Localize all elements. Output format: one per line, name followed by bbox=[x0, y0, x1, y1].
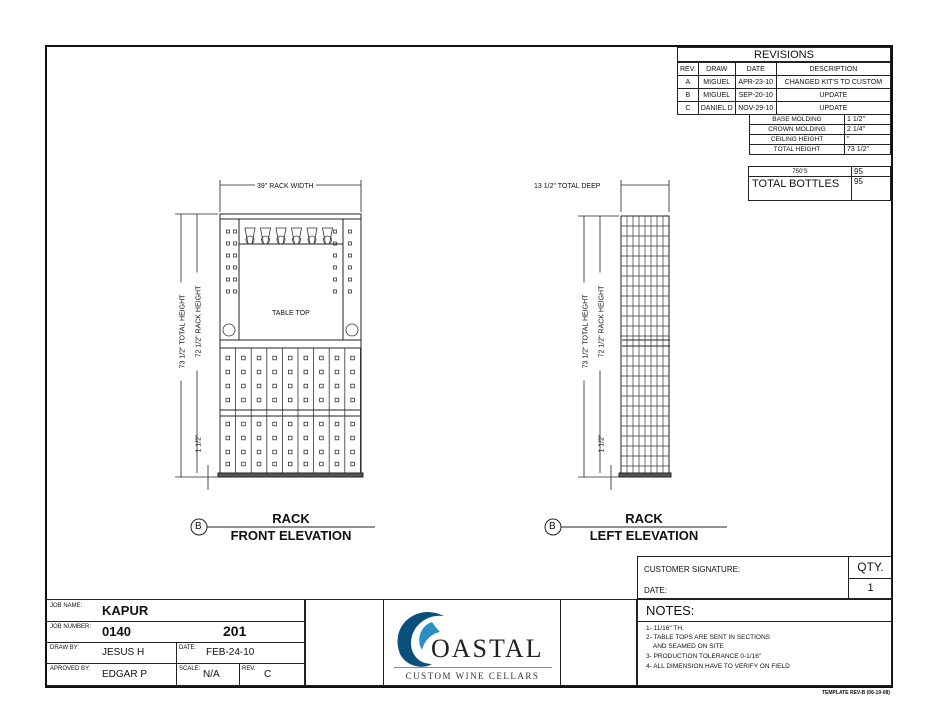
front-title-line2: FRONT ELEVATION bbox=[230, 528, 352, 543]
total-bottles-value: 95 bbox=[854, 177, 863, 186]
bottle-slot bbox=[351, 370, 355, 374]
bottle-slot bbox=[273, 370, 277, 374]
bottle-slot bbox=[335, 398, 339, 402]
bottle-slot bbox=[335, 384, 339, 388]
bottle-slot bbox=[273, 436, 277, 440]
bottle-slot bbox=[304, 436, 308, 440]
revisions-header: REV. bbox=[678, 63, 699, 76]
bottle-slot bbox=[288, 370, 292, 374]
side-slot bbox=[349, 278, 352, 281]
bottle-slot bbox=[226, 422, 230, 426]
side-slot bbox=[227, 266, 230, 269]
bottle-slot bbox=[242, 436, 246, 440]
side-slot bbox=[234, 290, 237, 293]
scale-label: SCALE: bbox=[179, 666, 201, 672]
front-base-molding bbox=[218, 473, 363, 477]
bottle-slot bbox=[288, 450, 292, 454]
bottle-slot bbox=[257, 384, 261, 388]
side-slot bbox=[227, 242, 230, 245]
bottle-slot bbox=[351, 462, 355, 466]
template-footer: TEMPLATE REV-B (06-19-08) bbox=[822, 690, 890, 696]
bottle-slot bbox=[320, 462, 324, 466]
bottle-slot bbox=[257, 370, 261, 374]
qty-divider bbox=[848, 578, 893, 579]
note-line: 3- PRODUCTION TOLERANCE 0-1/16" bbox=[646, 653, 762, 660]
bottle-slot bbox=[273, 462, 277, 466]
bottle-slot bbox=[257, 450, 261, 454]
bottle-slot bbox=[273, 422, 277, 426]
bottle-slot bbox=[242, 384, 246, 388]
job-divider bbox=[46, 621, 304, 622]
table-top-label: TABLE TOP bbox=[272, 310, 310, 317]
bottle-slot bbox=[257, 436, 261, 440]
side-slot bbox=[349, 254, 352, 257]
bottle-slot bbox=[226, 436, 230, 440]
bottle-slot bbox=[226, 450, 230, 454]
side-slot bbox=[334, 254, 337, 257]
bottle-slot bbox=[351, 398, 355, 402]
side-title-line1: RACK bbox=[625, 511, 663, 526]
revisions-header: DESCRIPTION bbox=[776, 63, 890, 76]
job-number-label: JOB NUMBER: bbox=[50, 624, 92, 630]
bottle-slot bbox=[257, 422, 261, 426]
bottle-slot bbox=[273, 450, 277, 454]
revision-cell: CHANGED KIT'S TO CUSTOM bbox=[776, 76, 890, 89]
total-bottles-label: TOTAL BOTTLES bbox=[752, 178, 840, 190]
revision-cell: APR-23-10 bbox=[735, 76, 776, 89]
spec-value: 2 1/4" bbox=[845, 125, 891, 135]
side-slot bbox=[227, 278, 230, 281]
spec-value: " bbox=[845, 135, 891, 145]
side-slot bbox=[334, 278, 337, 281]
job-name: KAPUR bbox=[102, 603, 149, 618]
revisions-title: REVISIONS bbox=[754, 49, 814, 61]
bottle-slot bbox=[304, 370, 308, 374]
bottle-slot bbox=[242, 450, 246, 454]
spec-value: 1 1/2" bbox=[845, 115, 891, 125]
bottle-slot bbox=[257, 462, 261, 466]
side-depth-dim: 13 1/2" TOTAL DEEP bbox=[534, 183, 601, 190]
bottles-750-value: 95 bbox=[854, 167, 863, 176]
logo-tagline: CUSTOM WINE CELLARS bbox=[405, 671, 540, 681]
revision-cell: SEP-20-10 bbox=[735, 89, 776, 102]
side-slot bbox=[349, 290, 352, 293]
bottle-slot bbox=[351, 384, 355, 388]
bottle-slot bbox=[226, 356, 230, 360]
front-bottle-cells bbox=[220, 228, 360, 473]
bottle-slot bbox=[320, 422, 324, 426]
bottle-slot bbox=[288, 356, 292, 360]
drawing-date: FEB-24-10 bbox=[206, 647, 255, 658]
side-slot bbox=[349, 242, 352, 245]
side-slot bbox=[234, 254, 237, 257]
bottle-slot bbox=[351, 356, 355, 360]
side-base-dim: 1 1/2" bbox=[598, 434, 606, 453]
bottle-slot bbox=[288, 384, 292, 388]
job-divider bbox=[46, 663, 304, 664]
revision-cell: B bbox=[678, 89, 699, 102]
job-divider bbox=[46, 642, 304, 643]
bottle-slot bbox=[288, 398, 292, 402]
front-rack-outline bbox=[220, 214, 361, 473]
drawn-by: JESUS H bbox=[102, 647, 145, 658]
logo-block bbox=[305, 599, 637, 686]
side-slot bbox=[227, 290, 230, 293]
spec-label: BASE MOLDING bbox=[750, 115, 845, 125]
bottle-slot bbox=[320, 356, 324, 360]
note-line: 4- ALL DIMENSION HAVE TO VERIFY ON FIELD bbox=[646, 663, 790, 670]
bottle-slot bbox=[242, 462, 246, 466]
bottle-slot bbox=[335, 370, 339, 374]
bottle-slot bbox=[320, 370, 324, 374]
revisions-header: DATE bbox=[735, 63, 776, 76]
bottle-slot bbox=[304, 422, 308, 426]
bottle-slot bbox=[304, 398, 308, 402]
job-number: 0140 bbox=[102, 624, 131, 639]
side-slot bbox=[234, 230, 237, 233]
revisions-header: DRAW bbox=[698, 63, 735, 76]
revision-cell: A bbox=[678, 76, 699, 89]
spec-label: CEILING HEIGHT bbox=[750, 135, 845, 145]
bottle-slot bbox=[273, 356, 277, 360]
front-dimensions bbox=[175, 180, 361, 490]
spec-label: TOTAL HEIGHT bbox=[750, 145, 845, 155]
bottle-slot bbox=[242, 356, 246, 360]
drawn-by-label: DRAW BY: bbox=[50, 645, 80, 651]
revision-cell: UPDATE bbox=[776, 89, 890, 102]
side-slot bbox=[227, 254, 230, 257]
job-divider bbox=[239, 663, 240, 687]
side-slot bbox=[334, 290, 337, 293]
bottle-slot bbox=[288, 436, 292, 440]
bottle-slot bbox=[320, 398, 324, 402]
bottle-slot bbox=[242, 370, 246, 374]
bottle-slot bbox=[304, 384, 308, 388]
bottle-slot bbox=[288, 462, 292, 466]
side-slot bbox=[234, 242, 237, 245]
job-code: 201 bbox=[223, 623, 247, 639]
revision-cell: DANIEL D bbox=[698, 102, 735, 115]
rev-label: REV. bbox=[242, 666, 256, 672]
side-slot bbox=[334, 230, 337, 233]
signature-date-label: DATE: bbox=[644, 586, 667, 595]
bottle-slot bbox=[335, 422, 339, 426]
bottle-slot bbox=[273, 384, 277, 388]
job-info-block bbox=[46, 599, 305, 686]
qty-label: QTY. bbox=[857, 560, 884, 574]
bottle-slot bbox=[335, 462, 339, 466]
display-bottle bbox=[223, 324, 235, 336]
bottle-slot bbox=[320, 384, 324, 388]
bottle-slot bbox=[288, 422, 292, 426]
side-total-height-dim: 73 1/2" TOTAL HEIGHT bbox=[583, 283, 590, 381]
note-line: 1- 11/16" TH. bbox=[646, 625, 684, 632]
side-slot bbox=[227, 230, 230, 233]
side-marker-letter: B bbox=[549, 521, 556, 532]
bottle-slot bbox=[226, 462, 230, 466]
bottle-slot bbox=[351, 450, 355, 454]
side-rack-height-dim: 72 1/2" RACK HEIGHT bbox=[599, 273, 606, 371]
notes-box bbox=[637, 599, 892, 686]
revision-cell: UPDATE bbox=[776, 102, 890, 115]
revision-cell: C bbox=[678, 102, 699, 115]
bottle-slot bbox=[320, 436, 324, 440]
bottle-slot bbox=[351, 422, 355, 426]
side-slot bbox=[349, 230, 352, 233]
revision-cell: NOV-29-10 bbox=[735, 102, 776, 115]
notes-divider bbox=[638, 621, 891, 622]
bottle-slot bbox=[257, 398, 261, 402]
scale-value: N/A bbox=[203, 669, 220, 680]
front-total-height-dim: 73 1/2" TOTAL HEIGHT bbox=[180, 283, 187, 381]
side-title-line2: LEFT ELEVATION bbox=[589, 528, 699, 543]
front-center-opening bbox=[239, 244, 343, 340]
approved-by: EDGAR P bbox=[102, 669, 148, 680]
bottle-slot bbox=[335, 450, 339, 454]
revision-cell: MIGUEL bbox=[698, 76, 735, 89]
bottle-slot bbox=[335, 436, 339, 440]
front-elevation-rack bbox=[218, 214, 363, 477]
bottle-slot bbox=[273, 398, 277, 402]
bottle-slot bbox=[242, 422, 246, 426]
bottle-slot bbox=[320, 450, 324, 454]
side-slot bbox=[349, 266, 352, 269]
customer-signature-label: CUSTOMER SIGNATURE: bbox=[644, 565, 741, 574]
bottle-slot bbox=[304, 450, 308, 454]
bottle-slot bbox=[226, 398, 230, 402]
note-line: 2- TABLE TOPS ARE SENT IN SECTIONS bbox=[646, 634, 771, 641]
bottles-750-label: 750'S bbox=[792, 169, 808, 175]
qty-value: 1 bbox=[867, 582, 874, 594]
date-label: DATE: bbox=[179, 645, 197, 651]
notes-title: NOTES: bbox=[646, 603, 695, 618]
front-rack-height-dim: 72 1/2" RACK HEIGHT bbox=[196, 273, 203, 371]
bottle-slot bbox=[226, 370, 230, 374]
bottle-slot bbox=[304, 356, 308, 360]
approved-by-label: APROVED BY: bbox=[50, 666, 91, 672]
front-table-top bbox=[220, 340, 361, 348]
logo-name: OASTAL bbox=[431, 634, 544, 663]
spec-label: CROWN MOLDING bbox=[750, 125, 845, 135]
side-rack-slats bbox=[621, 216, 669, 473]
bottle-slot bbox=[335, 356, 339, 360]
display-bottle bbox=[346, 324, 358, 336]
job-divider bbox=[176, 642, 177, 687]
front-title-line1: RACK bbox=[272, 511, 310, 526]
signature-box bbox=[637, 556, 892, 599]
front-width-dim: 39" RACK WIDTH bbox=[257, 183, 314, 190]
bottle-slot bbox=[257, 356, 261, 360]
spec-value: 73 1/2" bbox=[845, 145, 891, 155]
side-base-molding bbox=[619, 473, 671, 477]
bottle-slot bbox=[304, 462, 308, 466]
note-line: AND SEAMED ON SITE bbox=[646, 643, 724, 650]
job-name-label: JOB NAME: bbox=[50, 603, 83, 609]
side-slot bbox=[334, 266, 337, 269]
rev-value: C bbox=[264, 669, 272, 680]
bottle-slot bbox=[242, 398, 246, 402]
bottle-slot bbox=[226, 384, 230, 388]
bottle-slot bbox=[351, 436, 355, 440]
logo-rule bbox=[394, 667, 552, 668]
side-slot bbox=[234, 278, 237, 281]
revision-cell: MIGUEL bbox=[698, 89, 735, 102]
front-marker-letter: B bbox=[195, 521, 202, 532]
side-slot bbox=[234, 266, 237, 269]
side-dimensions bbox=[578, 180, 669, 490]
front-base-dim: 1 1/2" bbox=[195, 434, 203, 453]
